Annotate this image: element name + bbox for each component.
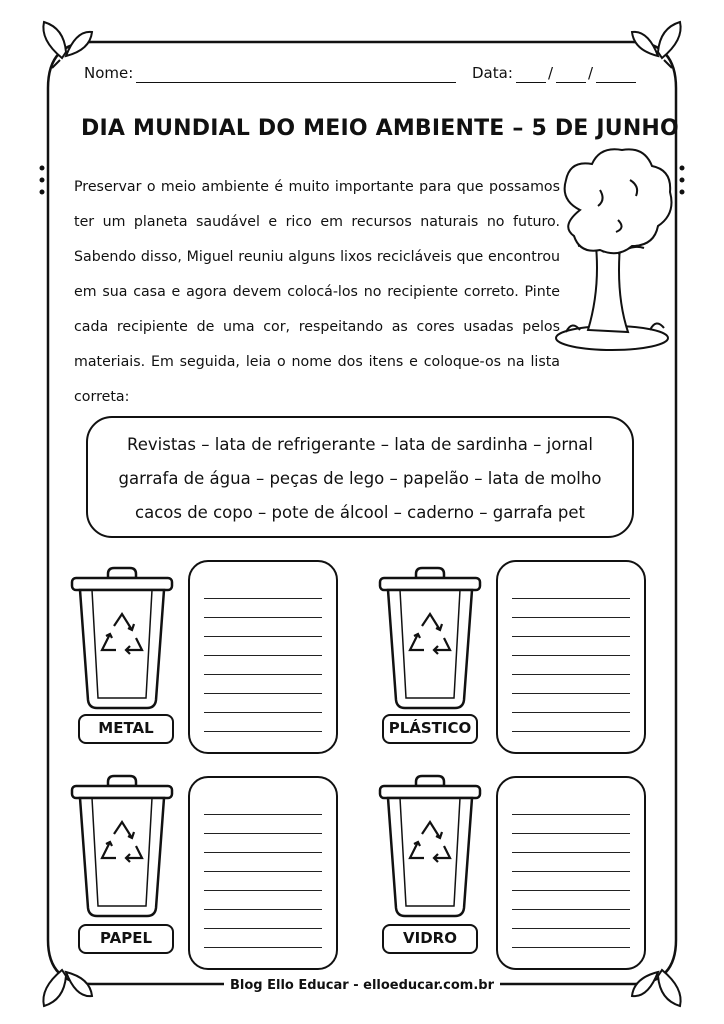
answer-line[interactable] xyxy=(512,871,630,872)
answer-line[interactable] xyxy=(204,693,322,694)
answer-line[interactable] xyxy=(204,833,322,834)
answer-line[interactable] xyxy=(204,852,322,853)
answer-line[interactable] xyxy=(512,928,630,929)
answer-line[interactable] xyxy=(512,833,630,834)
name-label: Nome: xyxy=(84,64,134,82)
answer-line[interactable] xyxy=(204,928,322,929)
answer-line[interactable] xyxy=(204,731,322,732)
bin-label-plástico: PLÁSTICO xyxy=(382,714,478,744)
answer-line[interactable] xyxy=(204,947,322,948)
answer-list-box[interactable] xyxy=(188,560,338,754)
word-bank-line: Revistas – lata de refrigerante – lata de sardinha – jornal xyxy=(127,435,593,454)
answer-line[interactable] xyxy=(204,655,322,656)
answer-line[interactable] xyxy=(204,674,322,675)
answer-line[interactable] xyxy=(204,890,322,891)
instructions-paragraph: Preservar o meio ambiente é muito importante para que possamos ter um planeta saudável e rico em recursos naturais no futuro. Sabendo disso, Miguel reuniu alguns lixos recicláveis que encontrou em sua casa e agora devem colocá-los no recipiente correto. Pinte cada recipiente de uma cor, respeitando as cores usadas pelos materiais. Em seguida, leia o nome dos itens e coloque-os na lista correta: xyxy=(74,179,560,405)
answer-line[interactable] xyxy=(512,598,630,599)
date-year-field[interactable] xyxy=(596,82,636,83)
answer-line[interactable] xyxy=(204,598,322,599)
answer-line[interactable] xyxy=(204,617,322,618)
answer-list-box[interactable] xyxy=(496,776,646,970)
trash-bin-icon xyxy=(378,566,482,714)
leaf-icon xyxy=(43,22,92,68)
page-title: DIA MUNDIAL DO MEIO AMBIENTE – 5 DE JUNHO xyxy=(81,116,679,141)
bin-label-vidro: VIDRO xyxy=(382,924,478,954)
trash-bin-icon xyxy=(70,774,174,922)
answer-line[interactable] xyxy=(204,712,322,713)
answer-line[interactable] xyxy=(512,693,630,694)
answer-line[interactable] xyxy=(204,636,322,637)
word-bank xyxy=(86,416,634,538)
answer-line[interactable] xyxy=(512,947,630,948)
answer-line[interactable] xyxy=(204,871,322,872)
bin-label-papel: PAPEL xyxy=(78,924,174,954)
answer-line[interactable] xyxy=(204,909,322,910)
answer-line[interactable] xyxy=(512,655,630,656)
answer-line[interactable] xyxy=(512,617,630,618)
answer-line[interactable] xyxy=(512,909,630,910)
answer-line[interactable] xyxy=(204,814,322,815)
answer-list-box[interactable] xyxy=(496,560,646,754)
answer-line[interactable] xyxy=(512,890,630,891)
trash-bin-icon xyxy=(70,566,174,714)
answer-line[interactable] xyxy=(512,712,630,713)
word-bank-line: cacos de copo – pote de álcool – caderno – garrafa pet xyxy=(135,503,585,522)
answer-line[interactable] xyxy=(512,636,630,637)
date-separator: / xyxy=(548,64,554,82)
bin-label-metal: METAL xyxy=(78,714,174,744)
leaf-icon xyxy=(632,22,681,68)
date-separator: / xyxy=(588,64,594,82)
date-month-field[interactable] xyxy=(556,82,586,83)
answer-line[interactable] xyxy=(512,731,630,732)
answer-line[interactable] xyxy=(512,814,630,815)
answer-list-box[interactable] xyxy=(188,776,338,970)
trash-bin-icon xyxy=(378,774,482,922)
footer-credit: Blog Ello Educar - elloeducar.com.br xyxy=(0,978,724,993)
name-field[interactable] xyxy=(136,82,456,83)
date-label: Data: xyxy=(472,64,513,82)
tree-illustration xyxy=(556,149,672,350)
date-day-field[interactable] xyxy=(516,82,546,83)
answer-line[interactable] xyxy=(512,852,630,853)
word-bank-line: garrafa de água – peças de lego – papelão – lata de molho xyxy=(118,469,602,488)
answer-line[interactable] xyxy=(512,674,630,675)
